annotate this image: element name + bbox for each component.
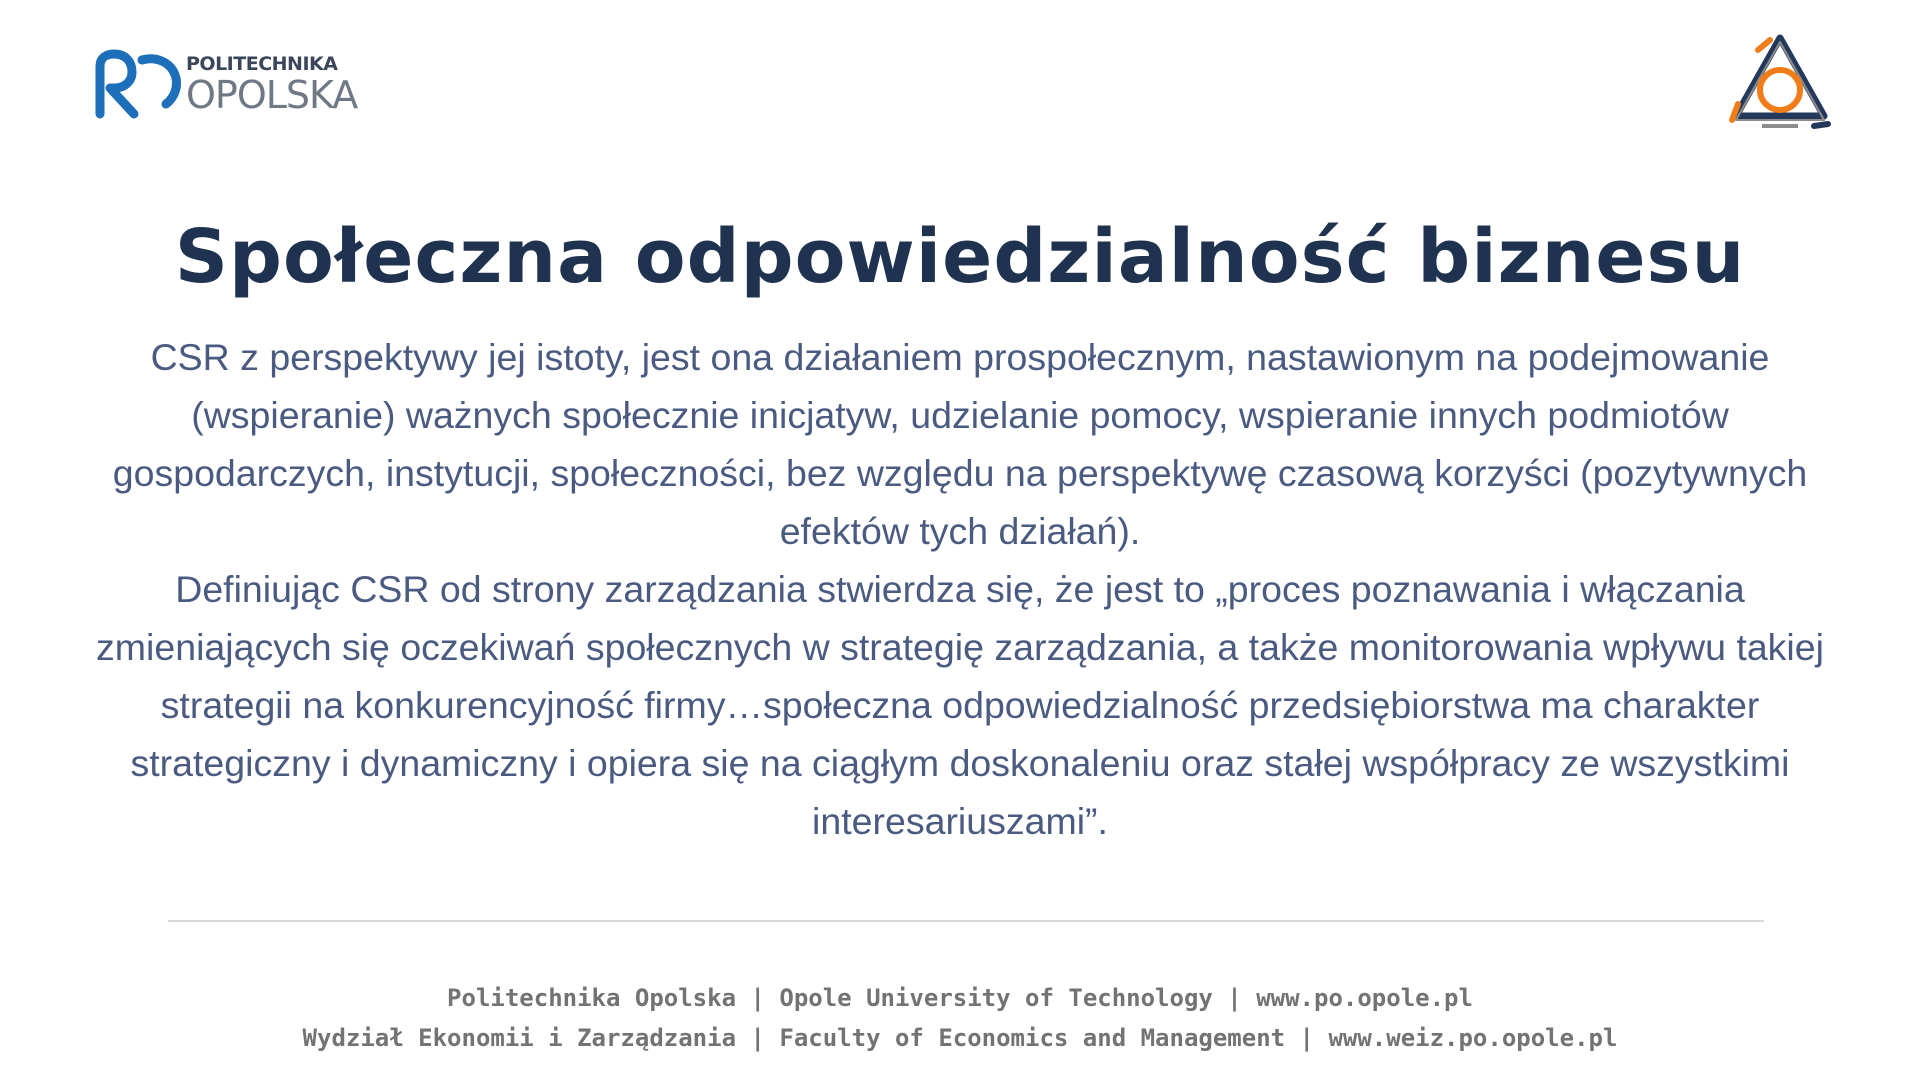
logo-line2: OPOLSKA [186, 72, 358, 117]
po-logo-icon [92, 48, 182, 120]
logo-text [186, 52, 358, 117]
body-paragraph-1: CSR z perspektywy jej istoty, jest ona działaniem prospołecznym, nastawionym na podejmowanie (wspieranie) ważnych społecznie inicjatyw, udzielanie pomocy, wspieranie innych podmiotów gospodarczych, instytucji, społeczności, bez względu na perspektywę czasową korzyści (pozytywnych efektów tych działań). [112, 336, 1808, 552]
faculty-emblem-icon [1724, 28, 1836, 136]
footer-divider [168, 920, 1764, 922]
footer-line-1: Politechnika Opolska | Opole University of Technology | www.po.opole.pl [447, 984, 1473, 1012]
footer-line-2: Wydział Ekonomii i Zarządzania | Faculty of Economics and Management | www.weiz.po.opole.pl [302, 1024, 1618, 1052]
slide-title: Społeczna odpowiedzialność biznesu [174, 214, 1746, 300]
logo-line1: POLITECHNIKA [186, 52, 338, 75]
slide-body [60, 328, 1860, 850]
university-logo [92, 48, 357, 120]
body-paragraph-2: Definiując CSR od strony zarządzania stwierdza się, że jest to „proces poznawania i włączania zmieniających się oczekiwań społecznych w strategię zarządzania, a także monitorowania wpływu takiej strategii na konkurencyjność firmy…społeczna odpowiedzialność przedsiębiorstwa ma charakter strategiczny i dynamiczny i opiera się na ciągłym doskonaleniu oraz stałej współpracy ze wszystkimi interesariuszami”. [96, 568, 1824, 842]
